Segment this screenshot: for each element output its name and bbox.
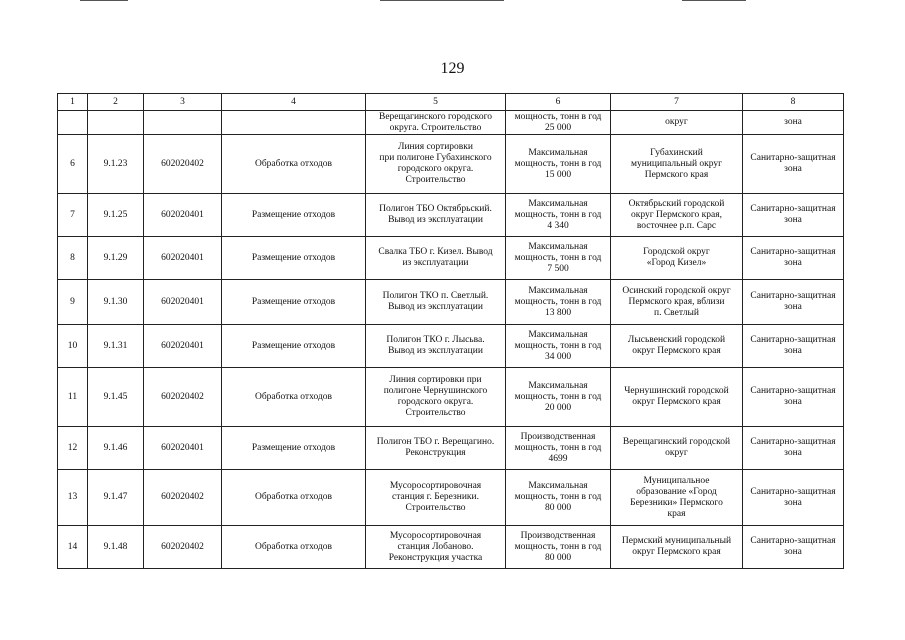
row-number: 9 [58, 280, 88, 325]
zone-type: Санитарно-защитная зона [743, 280, 844, 325]
classification-code [144, 111, 222, 135]
item-code: 9.1.31 [88, 325, 144, 368]
zone-type: зона [743, 111, 844, 135]
location: Городской округ «Город Кизел» [611, 237, 743, 280]
column-number: 5 [366, 94, 506, 111]
capacity: Максимальная мощность, тонн в год 34 000 [506, 325, 611, 368]
classification-code: 602020402 [144, 470, 222, 526]
item-code: 9.1.25 [88, 194, 144, 237]
activity-type [222, 111, 366, 135]
zone-type: Санитарно-защитная зона [743, 427, 844, 470]
capacity: Производственная мощность, тонн в год 80 000 [506, 526, 611, 569]
top-rule-left [80, 0, 128, 1]
table-row [58, 280, 844, 325]
facility-name: Свалка ТБО г. Кизел. Вывод из эксплуатации [366, 237, 506, 280]
capacity: мощность, тонн в год 25 000 [506, 111, 611, 135]
activity-type: Размещение отходов [222, 194, 366, 237]
location: Лысьвенский городской округ Пермского края [611, 325, 743, 368]
row-number [58, 111, 88, 135]
row-number: 14 [58, 526, 88, 569]
facility-name: Полигон ТКО г. Лысьва. Вывод из эксплуатации [366, 325, 506, 368]
item-code: 9.1.47 [88, 470, 144, 526]
column-number: 8 [743, 94, 844, 111]
table-row [58, 325, 844, 368]
location: Чернушинский городской округ Пермского края [611, 368, 743, 427]
classification-code: 602020402 [144, 135, 222, 194]
column-number: 4 [222, 94, 366, 111]
row-number: 7 [58, 194, 88, 237]
top-rule-mid [380, 0, 504, 1]
row-number: 11 [58, 368, 88, 427]
location: Пермский муниципальный округ Пермского края [611, 526, 743, 569]
column-number: 1 [58, 94, 88, 111]
location: Губахинский муниципальный округ Пермского края [611, 135, 743, 194]
capacity: Максимальная мощность, тонн в год 20 000 [506, 368, 611, 427]
column-number: 6 [506, 94, 611, 111]
activity-type: Обработка отходов [222, 470, 366, 526]
activity-type: Обработка отходов [222, 368, 366, 427]
row-number: 8 [58, 237, 88, 280]
table-row [58, 194, 844, 237]
classification-code: 602020402 [144, 526, 222, 569]
column-number-row [58, 94, 844, 111]
column-number: 7 [611, 94, 743, 111]
column-number: 3 [144, 94, 222, 111]
activity-type: Обработка отходов [222, 135, 366, 194]
zone-type: Санитарно-защитная зона [743, 325, 844, 368]
zone-type: Санитарно-защитная зона [743, 194, 844, 237]
item-code: 9.1.30 [88, 280, 144, 325]
zone-type: Санитарно-защитная зона [743, 470, 844, 526]
row-number: 10 [58, 325, 88, 368]
item-code: 9.1.48 [88, 526, 144, 569]
facility-name: Мусоросортировочная станция г. Березники. Строительство [366, 470, 506, 526]
capacity: Максимальная мощность, тонн в год 15 000 [506, 135, 611, 194]
capacity: Максимальная мощность, тонн в год 80 000 [506, 470, 611, 526]
facility-name: Мусоросортировочная станция Лобаново. Реконструкция участка [366, 526, 506, 569]
facility-name: Полигон ТКО п. Светлый. Вывод из эксплуатации [366, 280, 506, 325]
table-row [58, 526, 844, 569]
top-rule-right [682, 0, 746, 1]
classification-code: 602020401 [144, 194, 222, 237]
facility-name: Линия сортировки при полигоне Чернушинского городского округа. Строительство [366, 368, 506, 427]
table-row [58, 470, 844, 526]
classification-code: 602020401 [144, 280, 222, 325]
activity-type: Обработка отходов [222, 526, 366, 569]
row-number: 6 [58, 135, 88, 194]
activity-type: Размещение отходов [222, 280, 366, 325]
capacity: Производственная мощность, тонн в год 4699 [506, 427, 611, 470]
table-row [58, 135, 844, 194]
activity-type: Размещение отходов [222, 325, 366, 368]
classification-code: 602020401 [144, 237, 222, 280]
item-code: 9.1.23 [88, 135, 144, 194]
zone-type: Санитарно-защитная зона [743, 526, 844, 569]
table-row [58, 368, 844, 427]
column-number: 2 [88, 94, 144, 111]
location: Муниципальное образование «Город Березники» Пермского края [611, 470, 743, 526]
location: округ [611, 111, 743, 135]
classification-code: 602020401 [144, 427, 222, 470]
location: Осинский городской округ Пермского края, вблизи п. Светлый [611, 280, 743, 325]
classification-code: 602020402 [144, 368, 222, 427]
zone-type: Санитарно-защитная зона [743, 237, 844, 280]
row-number: 13 [58, 470, 88, 526]
facility-name: Верещагинского городского округа. Строительство [366, 111, 506, 135]
location: Октябрьский городской округ Пермского края, восточнее р.п. Сарс [611, 194, 743, 237]
page-number: 129 [440, 60, 465, 77]
activity-type: Размещение отходов [222, 427, 366, 470]
item-code: 9.1.29 [88, 237, 144, 280]
item-code: 9.1.45 [88, 368, 144, 427]
location: Верещагинский городской округ [611, 427, 743, 470]
capacity: Максимальная мощность, тонн в год 4 340 [506, 194, 611, 237]
capacity: Максимальная мощность, тонн в год 7 500 [506, 237, 611, 280]
table-row [58, 427, 844, 470]
facility-name: Полигон ТБО Октябрьский. Вывод из эксплуатации [366, 194, 506, 237]
item-code: 9.1.46 [88, 427, 144, 470]
waste-facilities-table [57, 93, 844, 569]
classification-code: 602020401 [144, 325, 222, 368]
zone-type: Санитарно-защитная зона [743, 135, 844, 194]
row-number: 12 [58, 427, 88, 470]
table-row [58, 237, 844, 280]
facility-name: Линия сортировки при полигоне Губахинского городского округа. Строительство [366, 135, 506, 194]
zone-type: Санитарно-защитная зона [743, 368, 844, 427]
activity-type: Размещение отходов [222, 237, 366, 280]
item-code [88, 111, 144, 135]
table-row-continued [58, 111, 844, 135]
capacity: Максимальная мощность, тонн в год 13 800 [506, 280, 611, 325]
facility-name: Полигон ТБО г. Верещагино. Реконструкция [366, 427, 506, 470]
